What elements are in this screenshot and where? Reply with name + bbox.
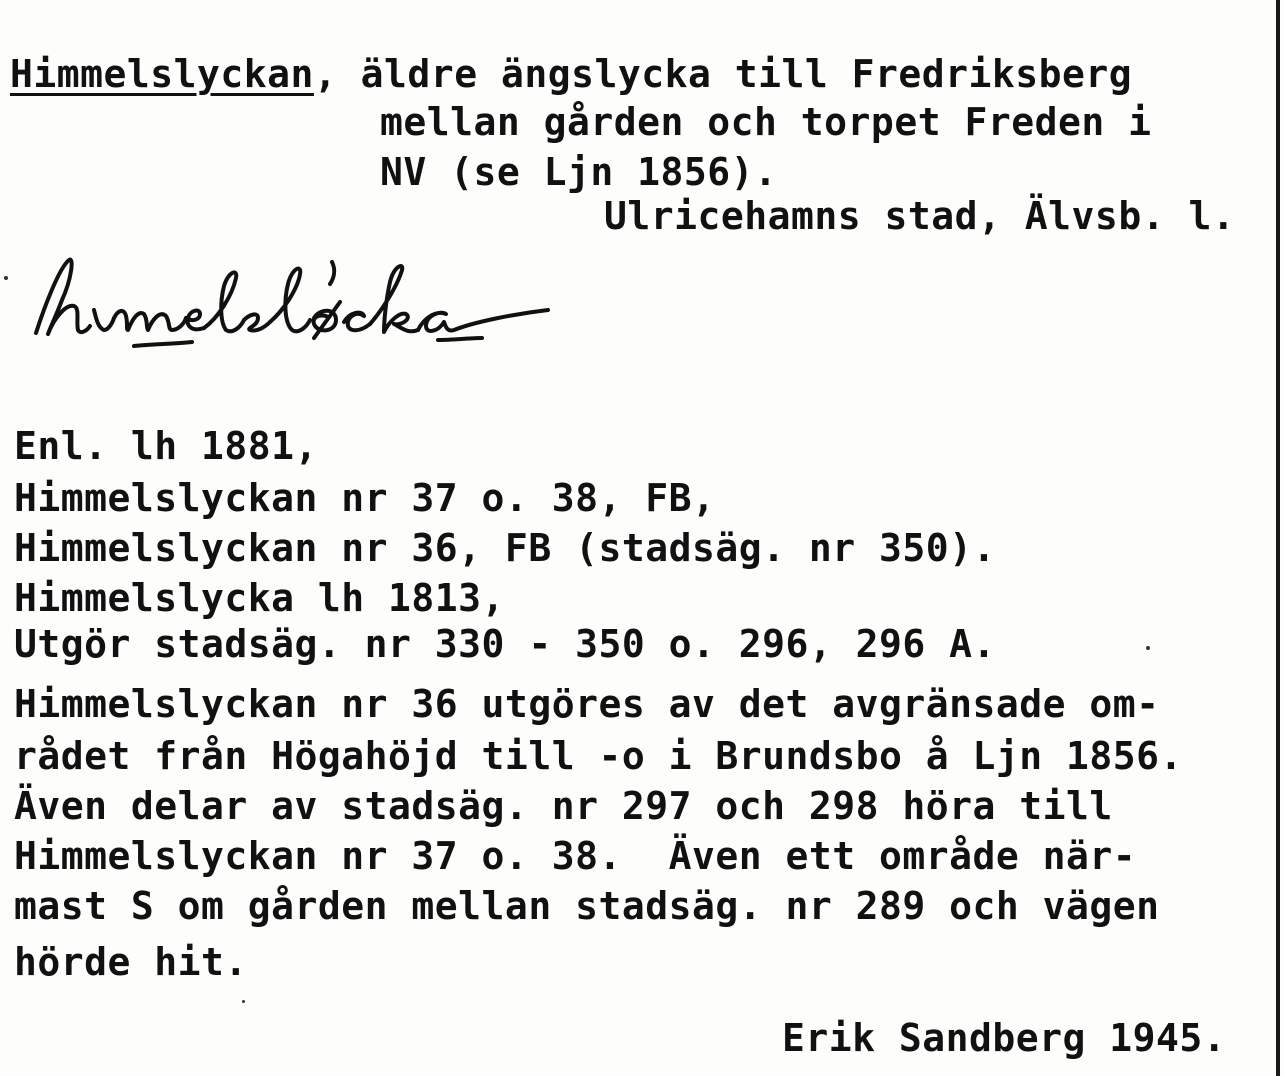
signature: Erik Sandberg 1945. (782, 1016, 1227, 1060)
body-line-11: hörde hit. (14, 940, 248, 984)
paper-speck (1146, 646, 1150, 650)
card-edge (1276, 0, 1280, 1076)
body-line-9: Himmelslyckan nr 37 o. 38. Även ett område när- (14, 834, 1137, 878)
body-line-6: Himmelslyckan nr 36 utgöres av det avgränsade om- (14, 682, 1160, 726)
header-line-2: mellan gården och torpet Freden i (380, 100, 1152, 144)
paper-speck (4, 276, 8, 280)
body-line-1: Enl. lh 1881, (14, 424, 318, 468)
header-line-1-rest: , äldre ängslycka till Fredriksberg (313, 52, 1133, 96)
body-line-8: Även delar av stadsäg. nr 297 och 298 höra till (14, 784, 1113, 828)
handwritten-form-image (14, 238, 574, 358)
body-line-10: mast S om gården mellan stadsäg. nr 289 och vägen (14, 884, 1160, 928)
body-line-2: Himmelslyckan nr 37 o. 38, FB, (14, 476, 716, 520)
header-line-3: NV (se Ljn 1856). (380, 150, 778, 194)
body-line-5: Utgör stadsäg. nr 330 - 350 o. 296, 296 A. (14, 622, 996, 666)
body-line-4: Himmelslycka lh 1813, (14, 576, 505, 620)
paper-speck (242, 1000, 245, 1003)
header-line-1 (10, 48, 1132, 100)
body-line-7: rådet från Högahöjd till -o i Brundsbo å Ljn 1856. (14, 734, 1183, 778)
headword: Himmelslyckan (10, 52, 314, 96)
location-line: Ulricehamns stad, Älvsb. l. (604, 194, 1236, 238)
body-line-3: Himmelslyckan nr 36, FB (stadsäg. nr 350). (14, 526, 996, 570)
